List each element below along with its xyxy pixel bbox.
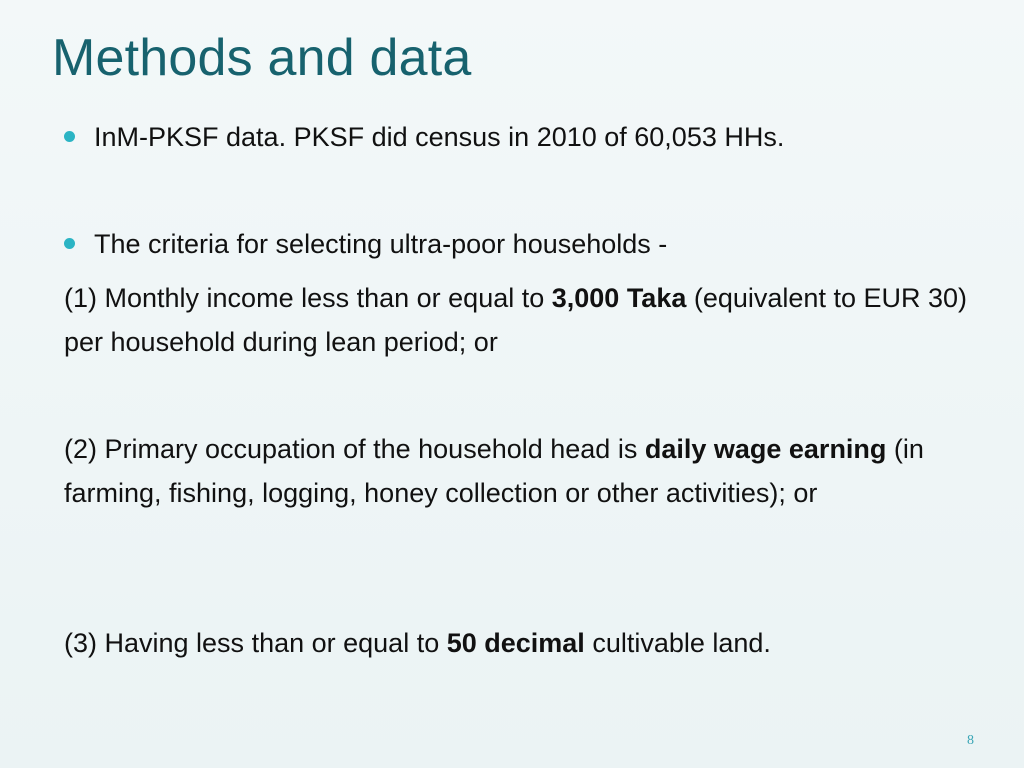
criterion-text: (2) Primary occupation of the household head is <box>64 434 645 464</box>
criterion-highlight: 50 decimal <box>446 628 585 658</box>
criterion-income <box>64 276 984 364</box>
slide-title: Methods and data <box>52 29 472 87</box>
bullet-dot-icon <box>64 238 75 249</box>
criterion-occupation <box>64 427 984 515</box>
criterion-text: (equivalent to EUR 30) per household during lean period; or <box>64 283 967 357</box>
bullet-text: InM-PKSF data. PKSF did census in 2010 of 60,053 HHs. <box>94 122 785 152</box>
criterion-text: (3) Having less than or equal to <box>64 628 447 658</box>
criterion-land <box>64 621 984 665</box>
criterion-highlight: 3,000 Taka <box>551 283 687 313</box>
criterion-text: (1) Monthly income less than or equal to <box>64 283 552 313</box>
criterion-text: (in farming, fishing, logging, honey collection or other activities); or <box>64 434 924 508</box>
page-number: 8 <box>967 733 974 748</box>
criterion-highlight: daily wage earning <box>644 434 887 464</box>
bullet-dot-icon <box>64 131 75 142</box>
bullet-text: The criteria for selecting ultra-poor households - <box>94 229 668 259</box>
criterion-text: cultivable land. <box>584 628 771 658</box>
